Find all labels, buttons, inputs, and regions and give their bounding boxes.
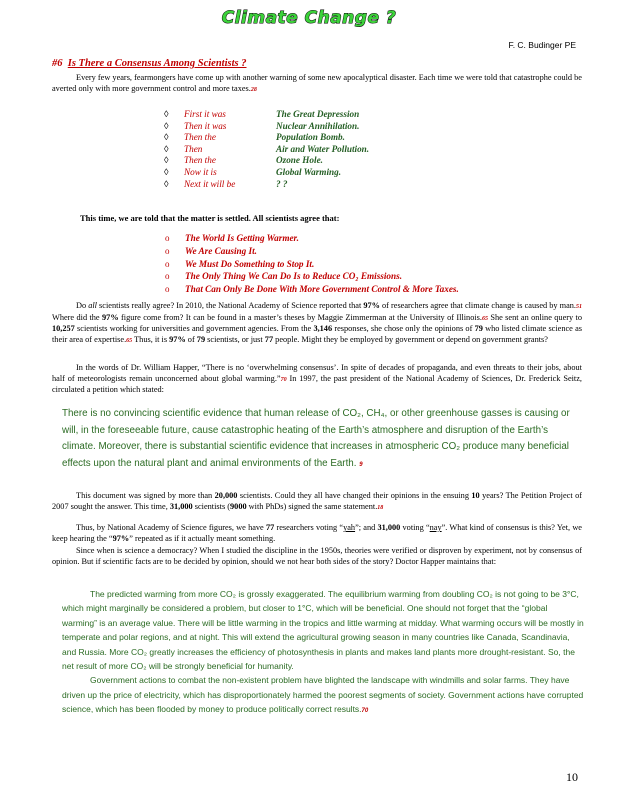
circle-bullet-icon: o bbox=[165, 258, 170, 269]
text-span: scientists. Could they all have changed their opinions in the ensuing bbox=[237, 491, 472, 500]
list-item bbox=[164, 109, 369, 121]
happer-quote bbox=[62, 587, 584, 719]
list-item bbox=[164, 121, 369, 133]
claims-list bbox=[165, 232, 459, 296]
paragraph-voting bbox=[52, 523, 582, 544]
page-number: 10 bbox=[566, 770, 578, 784]
paragraph-petition bbox=[52, 491, 582, 513]
list-item-what: ? ? bbox=[276, 178, 288, 189]
text-span: responses, she chose only the opinions of bbox=[332, 324, 475, 334]
claim-text: We Are Causing It. bbox=[185, 245, 257, 256]
bold-figure: 79 bbox=[196, 334, 206, 344]
bold-figure: 31,000 bbox=[169, 501, 193, 511]
bold-figure: 10,257 bbox=[52, 324, 75, 334]
citation: 65 bbox=[481, 315, 488, 322]
claim-text: That Can Only Be Done With More Government Control & More Taxes. bbox=[185, 284, 459, 295]
quote-text: There is no convincing scientific evidence that human release of CO₂, CH₄, or other greenhouse gasses is causing or will, in the foreseeable future, cause catastrophic heating of the Earth’s atmosphere and disruption of the Earth’s climate. Moreover, there is substantial scientific evidence that increases in atmospheric CO₂ produce many beneficial effects upon the natural plant and animal environments of the Earth. bbox=[62, 408, 570, 469]
list-item bbox=[164, 179, 369, 191]
list-item-when: Next it will be bbox=[184, 178, 236, 189]
claim-item bbox=[165, 258, 459, 271]
list-item-what: Ozone Hole. bbox=[276, 155, 323, 166]
diamond-bullet-icon: ◊ bbox=[164, 109, 169, 119]
bold-figure: 3,146 bbox=[313, 324, 333, 334]
text-span: voting “ bbox=[400, 523, 430, 532]
list-item bbox=[164, 132, 369, 144]
text-span: who listed climate science as their area of expertise. bbox=[52, 324, 582, 344]
list-item bbox=[164, 144, 369, 156]
intro-paragraph bbox=[52, 73, 582, 95]
diamond-bullet-icon: ◊ bbox=[164, 143, 169, 154]
text-span: of researchers agree that climate change is caused by man. bbox=[379, 301, 576, 310]
paragraph-97-percent bbox=[52, 301, 582, 346]
text-span: scientists really agree? In 2010, the National Academy of Science reported that bbox=[96, 301, 364, 310]
claim-item bbox=[165, 270, 459, 283]
bold-figure: 20,000 bbox=[214, 491, 238, 500]
bold-figure: 97% bbox=[102, 312, 119, 322]
citation: 70 bbox=[361, 708, 369, 715]
circle-bullet-icon: o bbox=[165, 245, 170, 256]
text-span: In 1997, the past president of the National Academy of Sciences, Dr. Frederick Seitz, circulated a petition which stated: bbox=[52, 373, 582, 395]
list-item-what: Global Warming. bbox=[276, 166, 342, 177]
list-item-when: Then it was bbox=[184, 120, 227, 131]
emphasis-text: all bbox=[88, 301, 97, 310]
text-span: of bbox=[185, 334, 197, 344]
paragraph-happer bbox=[52, 363, 582, 396]
bold-figure: 77 bbox=[264, 334, 274, 344]
quote-paragraph: The predicted warming from more CO₂ is grossly exaggerated. The equilibrium warming from doubling CO₂ is not going to be 3°C, which might marginally be considered a problem, but closer to 1°C, which will be beneficial. One should not forget that the “global warming” is an average value. There will be little warming in the tropics and little warming at midday. What warming occurs will be mostly in temperate and polar regions, and at night. This will extend the agricultural growing season in many countries like Canada, Scandinavia, and Russia. More CO₂ greatly increases the efficiency of photosynthesis in plants and makes land plants more drought-resistant. So, the net result of more CO₂ will be strongly beneficial for humanity. bbox=[62, 589, 584, 672]
text-span: researchers voting “ bbox=[274, 523, 344, 532]
list-item-what: The Great Depression bbox=[276, 109, 360, 119]
diamond-bullet-icon: ◊ bbox=[164, 166, 169, 177]
text-span: Where did the bbox=[52, 312, 103, 322]
list-item-when: First it was bbox=[184, 109, 226, 119]
text-span: scientists working for universities and government agencies. From the bbox=[74, 324, 314, 334]
quote-text: Government actions to combat the non-existent problem have blighted the landscape with windmills and solar farms. They have driven up the price of electricity, which has disproportionately harmed the poorest segments of society. Government actions have corrupted science, which has been flooded by money to produce politically correct results. bbox=[62, 675, 584, 715]
list-item-when: Now it is bbox=[184, 166, 217, 177]
circle-bullet-icon: o bbox=[165, 233, 170, 243]
text-span: with PhDs) signed the same statement. bbox=[246, 501, 378, 511]
disaster-list bbox=[164, 109, 369, 190]
bold-figure: 31,000 bbox=[377, 523, 401, 532]
bold-figure: 79 bbox=[474, 324, 483, 334]
citation: 28 bbox=[250, 86, 257, 93]
petition-quote bbox=[62, 406, 584, 473]
section-heading bbox=[52, 58, 247, 69]
author-line: F. C. Budinger PE bbox=[508, 40, 576, 50]
claim-text: The World Is Getting Warmer. bbox=[185, 233, 299, 243]
citation: 70 bbox=[280, 376, 287, 383]
page-title: Climate Change ? bbox=[221, 8, 397, 28]
claim-text: We Must Do Something to Stop It. bbox=[185, 258, 315, 269]
citation: 51 bbox=[576, 304, 582, 310]
text-span: years? The Petition Project of 2007 sought the answer. This time, bbox=[52, 491, 582, 511]
text-span: ”. What kind of consensus is this? Yet, we keep hearing the “ bbox=[52, 523, 582, 543]
text-span: Thus, it is bbox=[132, 334, 170, 344]
list-item bbox=[164, 155, 369, 167]
diamond-bullet-icon: ◊ bbox=[164, 155, 169, 166]
list-item-when: Then the bbox=[184, 132, 216, 143]
text-span: figure come from? It can be found in a master’s theses by Maggie Zimmerman at the University of Illinois. bbox=[118, 312, 482, 322]
citation: 18 bbox=[377, 504, 384, 511]
text-span: In the words of Dr. William Happer, “There is no ‘overwhelming consensus’. In spite of decades of propaganda, and even threats to their jobs, about half of meteorologists remain unconcerned about global warming.” bbox=[52, 363, 582, 383]
bold-figure: 97% bbox=[363, 301, 380, 310]
claim-item bbox=[165, 232, 459, 245]
text-span: This document was signed by more than bbox=[76, 491, 215, 500]
diamond-bullet-icon: ◊ bbox=[164, 132, 169, 143]
citation: 9 bbox=[359, 461, 363, 468]
intro-text: Every few years, fearmongers have come up with another warning of some new apocalyptical disaster. Each time we were told that catastrophe could be averted only with more government control and more taxes. bbox=[52, 73, 582, 93]
underlined-word: yah bbox=[343, 523, 356, 532]
section-heading-text: Is There a Consensus Among Scientists ? bbox=[67, 58, 247, 69]
text-span: Thus, by National Academy of Science figures, we have bbox=[76, 523, 266, 532]
bold-figure: 10 bbox=[471, 491, 480, 500]
quote-paragraph bbox=[62, 673, 584, 718]
claim-item bbox=[165, 245, 459, 258]
circle-bullet-icon: o bbox=[165, 271, 170, 282]
claim-text: The Only Thing We Can Do Is to Reduce CO₂ Emissions. bbox=[185, 271, 403, 282]
underlined-word: nay bbox=[429, 523, 442, 532]
diamond-bullet-icon: ◊ bbox=[164, 120, 169, 131]
text-span: ”; and bbox=[355, 523, 378, 532]
list-item-what: Air and Water Pollution. bbox=[276, 143, 370, 154]
text-span: Since when is science a democracy? When I studied the discipline in the 1950s, theories were verified or disproven by experiment, not by consensus of opinion. But if scientific facts are to be decided by opinion, should we not hear both sides of the story? Doctor Happer maintains that: bbox=[52, 546, 582, 566]
list-item-when: Then the bbox=[184, 155, 216, 166]
circle-bullet-icon: o bbox=[165, 284, 170, 295]
list-item-what: Population Bomb. bbox=[276, 132, 345, 143]
claim-item bbox=[165, 283, 459, 296]
settled-statement: This time, we are told that the matter is settled. All scientists agree that: bbox=[80, 213, 340, 223]
bold-figure: 97% bbox=[169, 334, 186, 344]
bold-figure: 97% bbox=[112, 533, 130, 543]
text-span: ” repeated as if it actually meant something. bbox=[129, 533, 276, 543]
text-span: scientists ( bbox=[192, 501, 231, 511]
citation: 65 bbox=[126, 337, 133, 344]
list-item-what: Nuclear Annihilation. bbox=[276, 120, 360, 131]
list-item bbox=[164, 167, 369, 179]
paragraph-democracy bbox=[52, 546, 582, 567]
text-span: Do bbox=[76, 301, 89, 310]
text-span: people. Might they be employed by government or depend on government grants? bbox=[273, 334, 548, 344]
text-span: She sent an online query to bbox=[487, 312, 583, 322]
text-span: scientists, or just bbox=[205, 334, 265, 344]
bold-figure: 9000 bbox=[230, 501, 247, 511]
diamond-bullet-icon: ◊ bbox=[164, 178, 169, 189]
bold-figure: 77 bbox=[265, 523, 275, 532]
section-number: #6 bbox=[52, 58, 63, 69]
list-item-when: Then bbox=[184, 143, 203, 154]
